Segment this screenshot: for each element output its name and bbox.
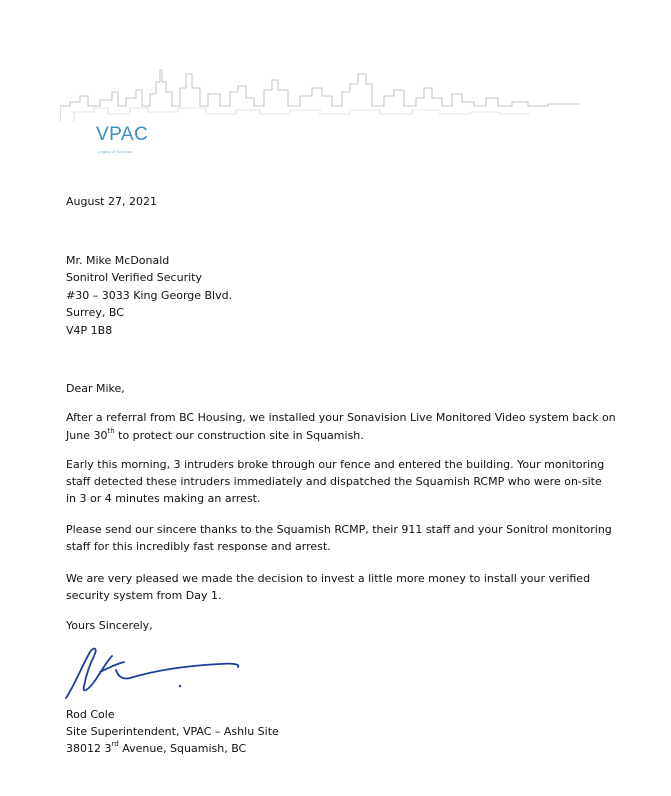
recipient-street: #30 – 3033 King George Blvd. [66,289,233,302]
salutation: Dear Mike, [66,382,125,395]
signer-title: Site Superintendent, VPAC – Ashlu Site [66,725,279,738]
paragraph-4: We are very pleased we made the decision to invest a little more money to install your verified security system from Day 1. [66,572,591,602]
paragraph-1-line-1: After a referral from BC Housing, we installed your Sonavision Live Monitored Video system back on [66,411,616,424]
handwritten-signature [60,642,260,704]
paragraph-2: Early this morning, 3 intruders broke through our fence and entered the building. Your monitoring staff detected these intruders immediately and dispatched the Squamish RCMP who were on-site in 3 or 4 minutes making an arrest. [66,458,605,505]
june-superscript: th [107,427,115,436]
address-rest: Avenue, Squamish, BC [118,742,247,755]
vpac-logo: VPAC [96,124,149,145]
signer-name: Rod Cole [66,708,115,721]
address-superscript: rd [111,740,119,749]
address-number: 38012 3 [66,742,112,755]
letter-date: August 27, 2021 [66,195,157,208]
paragraph-1-line-2 [66,427,364,444]
recipient-postal: V4P 1B8 [66,324,113,337]
closing: Yours Sincerely, [66,619,153,632]
recipient-city: Surrey, BC [66,306,124,319]
paragraph-3: Please send our sincere thanks to the Squamish RCMP, their 911 staff and your Sonitrol monitoring staff for this incredibly fast response and arrest. [66,523,612,553]
recipient-company: Sonitrol Verified Security [66,271,202,284]
recipient-name: Mr. Mike McDonald [66,254,170,267]
paragraph-1-rest: to protect our construction site in Squamish. [114,429,364,442]
logo-tagline: Legacy of Success [98,149,132,154]
signer-address [66,740,246,757]
skyline-logo-graphic [60,62,580,124]
june-date: June 30 [66,429,108,442]
